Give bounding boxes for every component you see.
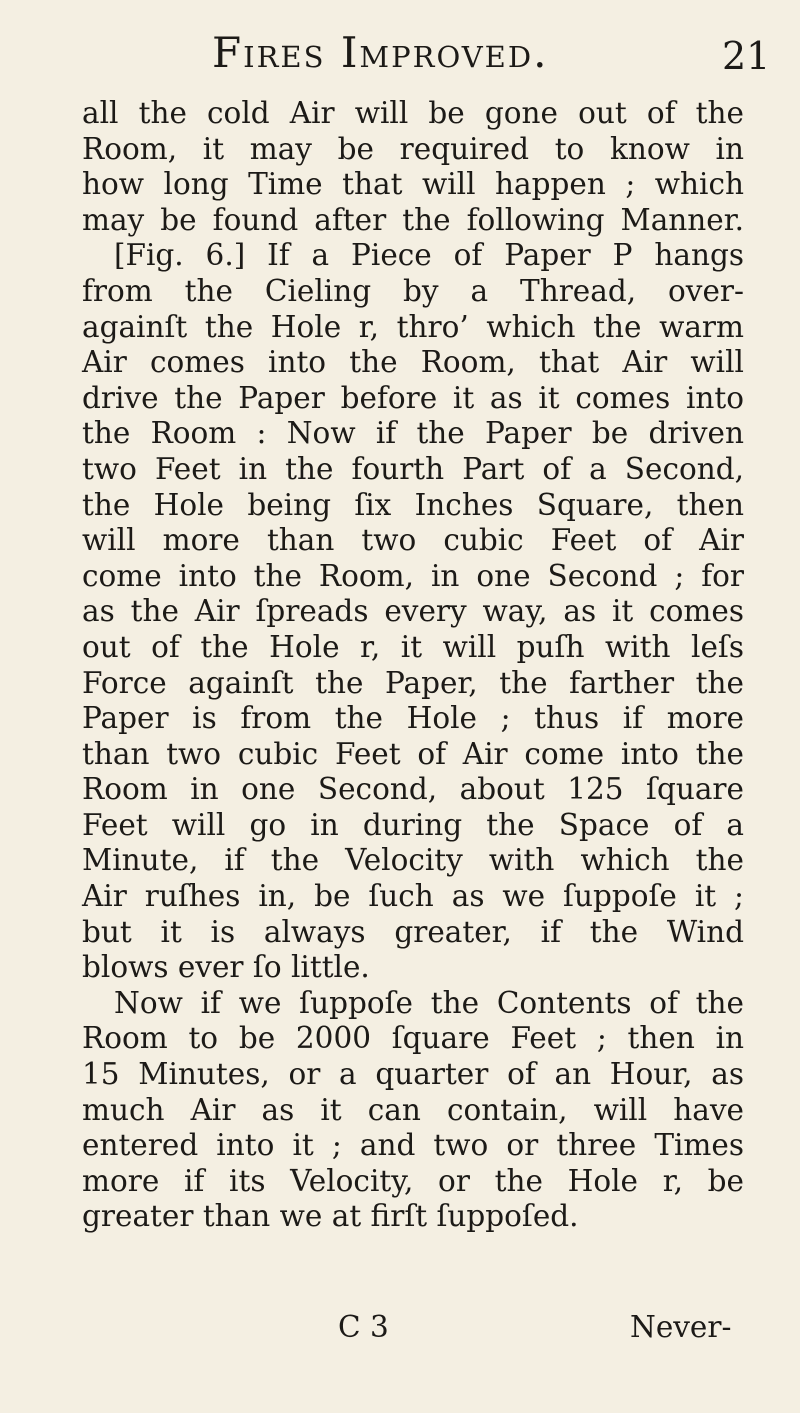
text-line: as the Air ſpreads every way, as it comes <box>82 594 744 629</box>
text-line: [Fig. 6.] If a Piece of Paper P hangs <box>114 238 744 273</box>
text-line: drive the Paper before it as it comes into <box>82 380 744 415</box>
text-line: Feet will go in during the Space of a <box>82 807 744 842</box>
text-line: come into the Room, in one Second ; for <box>82 558 744 593</box>
text-line: Paper is from the Hole ; thus if more <box>82 701 744 736</box>
text-line: will more than two cubic Feet of Air <box>82 523 744 558</box>
page-number: 21 <box>722 34 771 78</box>
text-line: more if its Velocity, or the Hole r, be <box>82 1163 744 1198</box>
text-line: againſt the Hole r, thro’ which the warm <box>82 309 744 344</box>
text-line: 15 Minutes, or a quarter of an Hour, as <box>82 1057 744 1092</box>
text-line: the Hole being ſix Inches Square, then <box>82 487 744 522</box>
text-line: Room, it may be required to know in <box>82 131 744 166</box>
text-line: blows ever ſo little. <box>82 950 370 985</box>
text-line: much Air as it can contain, will have <box>82 1092 744 1127</box>
catchword: Never- <box>630 1310 732 1344</box>
text-line: than two cubic Feet of Air come into the <box>82 736 744 771</box>
text-line: but it is always greater, if the Wind <box>82 914 744 949</box>
text-line: how long Time that will happen ; which <box>82 167 744 202</box>
text-line: the Room : Now if the Paper be driven <box>82 416 744 451</box>
text-line: greater than we at firſt ſuppoſed. <box>82 1199 579 1234</box>
signature-mark: C 3 <box>338 1310 389 1344</box>
body-text <box>82 96 744 1235</box>
text-line: Force againſt the Paper, the farther the <box>82 665 744 700</box>
text-line: may be found after the following Manner. <box>82 202 744 237</box>
text-line: Air ruſhes in, be ſuch as we ſuppoſe it ; <box>82 879 744 914</box>
text-line: Minute, if the Velocity with which the <box>82 843 744 878</box>
text-line: from the Cieling by a Thread, over- <box>82 273 744 308</box>
text-line: out of the Hole r, it will puſh with leſs <box>82 629 744 664</box>
text-line: Now if we ſuppoſe the Contents of the <box>114 985 744 1020</box>
text-line: all the cold Air will be gone out of the <box>82 96 744 130</box>
text-line: two Feet in the fourth Part of a Second, <box>82 451 744 486</box>
text-line: Room in one Second, about 125 ſquare <box>82 772 744 807</box>
text-line: Air comes into the Room, that Air will <box>82 345 744 380</box>
running-title: Fires Improved. <box>212 28 549 77</box>
text-line: Room to be 2000 ſquare Feet ; then in <box>82 1021 744 1056</box>
text-line: entered into it ; and two or three Times <box>82 1128 744 1163</box>
